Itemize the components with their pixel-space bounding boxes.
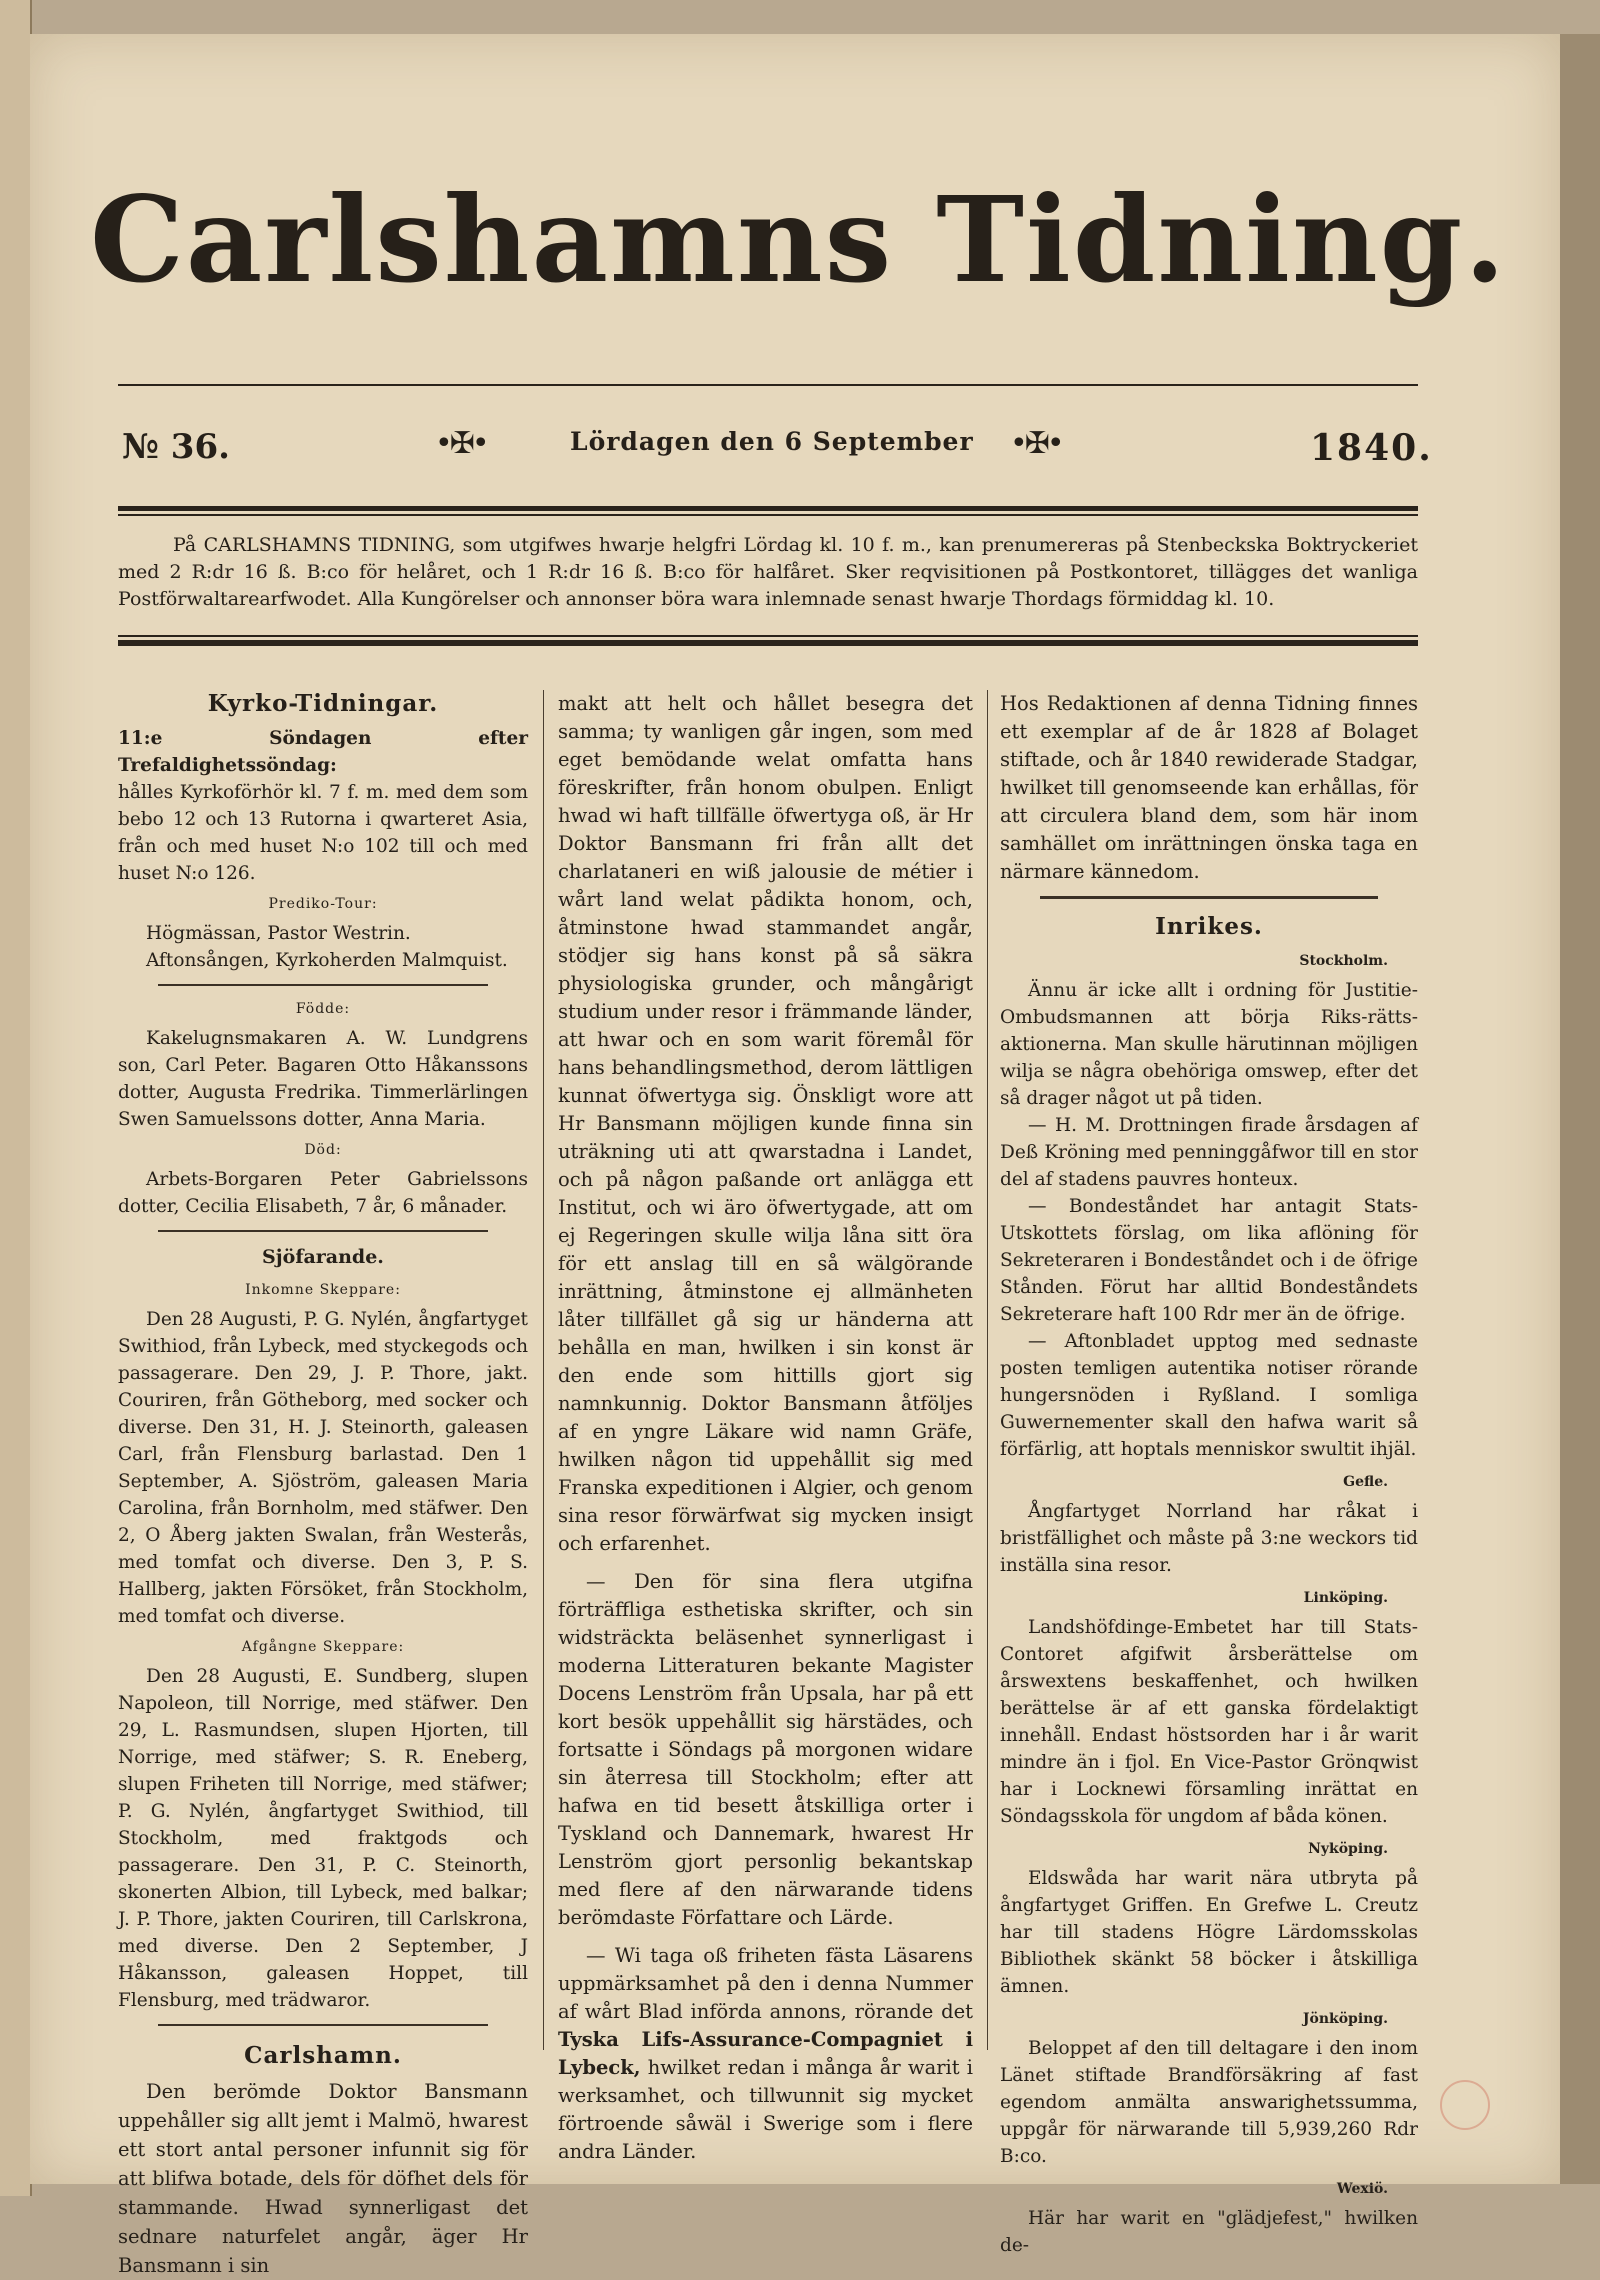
column-3 <box>1000 690 1418 2259</box>
header-double-rule-bottom <box>118 514 1418 516</box>
hogmassan-text: Högmässan, Pastor Westrin. <box>146 923 411 944</box>
section-rule <box>158 2024 488 2026</box>
issue-date: Lördagen den 6 September <box>570 427 974 456</box>
dod-text: Arbets-Borgaren Peter Gabrielssons dotter, Cecilia Elisabeth, 7 år, 6 månader. <box>118 1169 528 1217</box>
notice-rule-top <box>118 635 1418 637</box>
predikotour-heading: Prediko-Tour: <box>268 896 378 912</box>
section-rule <box>1040 896 1378 899</box>
carlshamn-text: Den berömde Doktor Bansmann uppehåller sig allt jemt i Malmö, hwarest ett stort antal personer infunnit sig för att blifwa botade, dels för döfhet dels för stammande. Hwad synnerligast det sednare naturfelet angår, äger Hr Bansmann i sin <box>118 2080 528 2277</box>
assurance-company-name: Tyska Lifs-Assurance-Compagniet i Lybeck, <box>558 2028 973 2079</box>
dod-heading: Död: <box>304 1142 342 1158</box>
section-rule <box>158 984 488 986</box>
section-rule <box>158 1230 488 1232</box>
nykoping-heading: Nyköping. <box>1308 1841 1388 1857</box>
carlshamn-heading: Carlshamn. <box>244 2042 402 2069</box>
sjofarande-heading: Sjöfarande. <box>262 1246 384 1268</box>
inrikes-heading: Inrikes. <box>1155 913 1263 940</box>
gefle-text: Ångfartyget Norrland har råkat i bristfällighet och måste på 3:ne weckors tid inställa sina resor. <box>1000 1501 1418 1576</box>
afgangne-heading: Afgångne Skeppare: <box>241 1639 405 1655</box>
header-double-rule-top <box>118 506 1418 511</box>
sondagen-text: hålles Kyrkoförhör kl. 7 f. m. med dem som bebo 12 och 13 Rutorna i qwarteret Asia, från och med huset N:o 102 till och med huset N:o 126. <box>118 782 528 884</box>
subscription-notice: På CARLSHAMNS TIDNING, som utgifwes hwarje helgfri Lördag kl. 10 f. m., kan prenumereras på Stenbeckska Boktryckeriet med 2 R:dr 16 ß. B:co för helåret, och 1 R:dr 16 ß. B:co för halfåret. Sker reqvisitionen på Postkontoret, tillägges det wanliga Postförwaltarearfwodet. Alla Kungörelser och annonser böra wara inlemnade senast hwarje Thordags förmiddag kl. 10. <box>118 534 1418 610</box>
inkomne-heading: Inkomne Skeppare: <box>245 1282 401 1298</box>
nykoping-text: Eldswåda har warit nära utbryta på ångfartyget Griffen. En Grefwe L. Creutz har till stadens Högre Lärdomsskolas Bibliothek skänkt 58 böcker i åtskilliga ämnen. <box>1000 1868 1418 1997</box>
lenstrom-text: — Den för sina flera utgifna förträffliga esthetiska skrifter, och sin widsträckta beläsenhet synnerligast i moderna Litteraturen bekante Magister Docens Lenström från Upsala, har på ett kort besök uppehållit sig härstädes, och fortsatte i Söndags på morgonen widare sin återresa till Stockholm; efter att hafwa en tid besett åtskilliga orter i Tyskland och Dannemark, hwarest Hr Lenström gjort personlig bekantskap med flere af den närwarande tidens berömdaste Författare och Lärde. <box>558 1570 973 1929</box>
ornament-left: •✠• <box>435 426 487 461</box>
linkoping-heading: Linköping. <box>1303 1590 1388 1606</box>
aftonbladet-text: — Aftonbladet upptog med sednaste posten temligen autentika notiser rörande hungersnöden i Ryßland. I somliga Guwernementer skall den hafwa warit så förfärlig, att hoptals menniskor swultit ihjäl. <box>1000 1331 1418 1460</box>
library-stamp-mark <box>1440 2080 1490 2130</box>
issue-number: № 36. <box>122 427 230 467</box>
assurance-paragraph <box>558 1942 973 2166</box>
linkoping-text: Landshöfdinge-Embetet har till Stats-Contoret afgifwit årsberättelse om årswextens beskaffenhet, och hwilken berättelse är af ett ganska fördelaktigt innehåll. Endast höstsorden har i år warit mindre än i fjol. En Vice-Pastor Grönqwist har i Locknewi församling inrättat en Söndagsskola för ungdom af båda könen. <box>1000 1617 1418 1827</box>
stockholm-heading: Stockholm. <box>1299 953 1388 969</box>
afgangne-text: Den 28 Augusti, E. Sundberg, slupen Napoleon, till Norrige, med stäfwer. Den 29, L. Rasmundsen, slupen Hjorten, till Norrige, med stäfwer; S. R. Eneberg, slupen Friheten till Norrige, med stäfwer; P. G. Nylén, ångfartyget Swithiod, till Stockholm, med fraktgods och passagerare. Den 31, P. C. Steinorth, skonerten Albion, till Lybeck, med balkar; J. P. Thore, jakten Couriren, till Carlskrona, med diverse. Den 2 September, J Håkansson, galeasen Hoppet, till Flensburg, med trädwaror. <box>118 1666 528 2011</box>
column-2 <box>558 690 973 2166</box>
bondestandet-text: — Bondeståndet har antagit Stats-Utskottets förslag, om lika aflöning för Sekreteraren i Bondeståndet och i de öfrige Stånden. Förut har alltid Bondeståndets Sekreterare haft 100 Rdr mer än de öfrige. <box>1000 1196 1418 1325</box>
column-divider-2 <box>987 690 988 2050</box>
column-1 <box>118 690 528 2280</box>
jonkoping-text: Beloppet af den till deltagare i den inom Länet stiftade Brandförsäkring af fast egendom anmälta answarighetssumma, uppgår för närwarande till 5,939,260 Rdr B:co. <box>1000 2038 1418 2167</box>
notice-rule-bottom <box>118 640 1418 646</box>
fodde-heading: Födde: <box>295 1001 351 1017</box>
bansmann-text: makt att helt och hållet besegra det samma; ty wanligen går ingen, som med eget bemödande welat omfatta hans föreskrifter, från honom obulpen. Enligt hwad wi haft tillfälle öfwertyga oß, är Hr Doktor Bansmann fri från allt det charlataneri en wiß jalousie de métier i wårt land welat pådikta honom, och, åtminstone hwad stammandet angår, stödjer sig hans konst på så säkra physiologiska grunder, och mångårigt studium under resor i främmande länder, att hwar och en som warit föremål för hans behandlingsmethod, derom lättligen kunnat öfwertyga sig. Önskligt wore att Hr Bansmann möjligen kunde finna sin uträkning uti att qwarstadna i Landet, och på någon paßande ort anlägga ett Institut, och wi äro öfwertygade, att om ej Regeringen skulle wilja låna sitt öra för ett anslag till en så wälgörande inrättning, åtminstone ej allmänheten låter tillfället gå sig ur händerna att behålla en man, hwilken i sin konst är den ende som hittills gjort sig namnkunnig. Doktor Bansmann åtföljes af en yngre Läkare wid namn Gräfe, hwilken någon tid uppehållit sig med Franska expeditionen i Algier, och genom sina resor förwärfwat sig mycken insigt och erfarenhet. <box>558 692 973 1555</box>
sondagen-heading: 11:e Söndagen efter Trefaldighetssöndag: <box>118 728 528 776</box>
gefle-heading: Gefle. <box>1343 1474 1388 1490</box>
adjacent-page-edge <box>0 0 32 2196</box>
masthead-title: Carlshamns Tidning. <box>90 170 1508 309</box>
wexio-heading: Wexiö. <box>1336 2181 1388 2197</box>
aftonsangen-text: Aftonsången, Kyrkoherden Malmquist. <box>146 950 508 971</box>
drottningen-text: — H. M. Drottningen firade årsdagen af Deß Kröning med penninggåfwor till en stor del af stadens pauvres honteux. <box>1000 1115 1418 1190</box>
fodde-text: Kakelugnsmakaren A. W. Lundgrens son, Carl Peter. Bagaren Otto Håkanssons dotter, Augusta Fredrika. Timmerlärlingen Swen Samuelssons dotter, Anna Maria. <box>118 1028 528 1130</box>
assurance-text-post: hwilket redan i många år warit i werksamhet, och tillwunnit sig mycket förtroende såwäl i Swerige som i flere andra Länder. <box>558 2056 973 2163</box>
kyrko-heading: Kyrko-Tidningar. <box>207 690 439 717</box>
column-divider-1 <box>543 690 544 2050</box>
redaktion-text: Hos Redaktionen af denna Tidning finnes ett exemplar af de år 1828 af Bolaget stiftade, och år 1840 rewiderade Stadgar, hwilket till genomseende kan erhållas, för att circulera bland dem, som här inom samhället om inrättningen önska taga en närmare kännedom. <box>1000 692 1418 883</box>
ornament-right: •✠• <box>1010 426 1062 461</box>
page-shadow-edge <box>1560 34 1600 2184</box>
inkomne-text: Den 28 Augusti, P. G. Nylén, ångfartyget Swithiod, från Lybeck, med styckegods och passagerare. Den 29, J. P. Thore, jakt. Couriren, från Götheborg, med socker och diverse. Den 31, H. J. Steinorth, galeasen Carl, från Flensburg barlastad. Den 1 September, A. Sjöström, galeasen Maria Carolina, från Bornholm, med stäfwer. Den 2, O Åberg jakten Swalan, från Westerås, med tomfat och diverse. Den 3, P. S. Hallberg, jakten Försöket, från Stockholm, med tomfat och diverse. <box>118 1309 528 1627</box>
masthead-rule <box>118 384 1418 386</box>
stockholm-text: Ännu är icke allt i ordning för Justitie-Ombudsmannen att börja Riks-rätts-aktionerna. Man skulle härutinnan möjligen wilja se några obehöriga omswep, efter det så drager något ut på tiden. <box>1000 980 1418 1109</box>
wexio-text: Här har warit en "glädjefest," hwilken de- <box>1000 2208 1418 2256</box>
jonkoping-heading: Jönköping. <box>1302 2011 1388 2027</box>
assurance-text-pre: — Wi taga oß friheten fästa Läsarens uppmärksamhet på den i denna Nummer af wårt Blad införda annons, rörande det <box>558 1944 973 2023</box>
issue-year: 1840. <box>1310 427 1433 469</box>
